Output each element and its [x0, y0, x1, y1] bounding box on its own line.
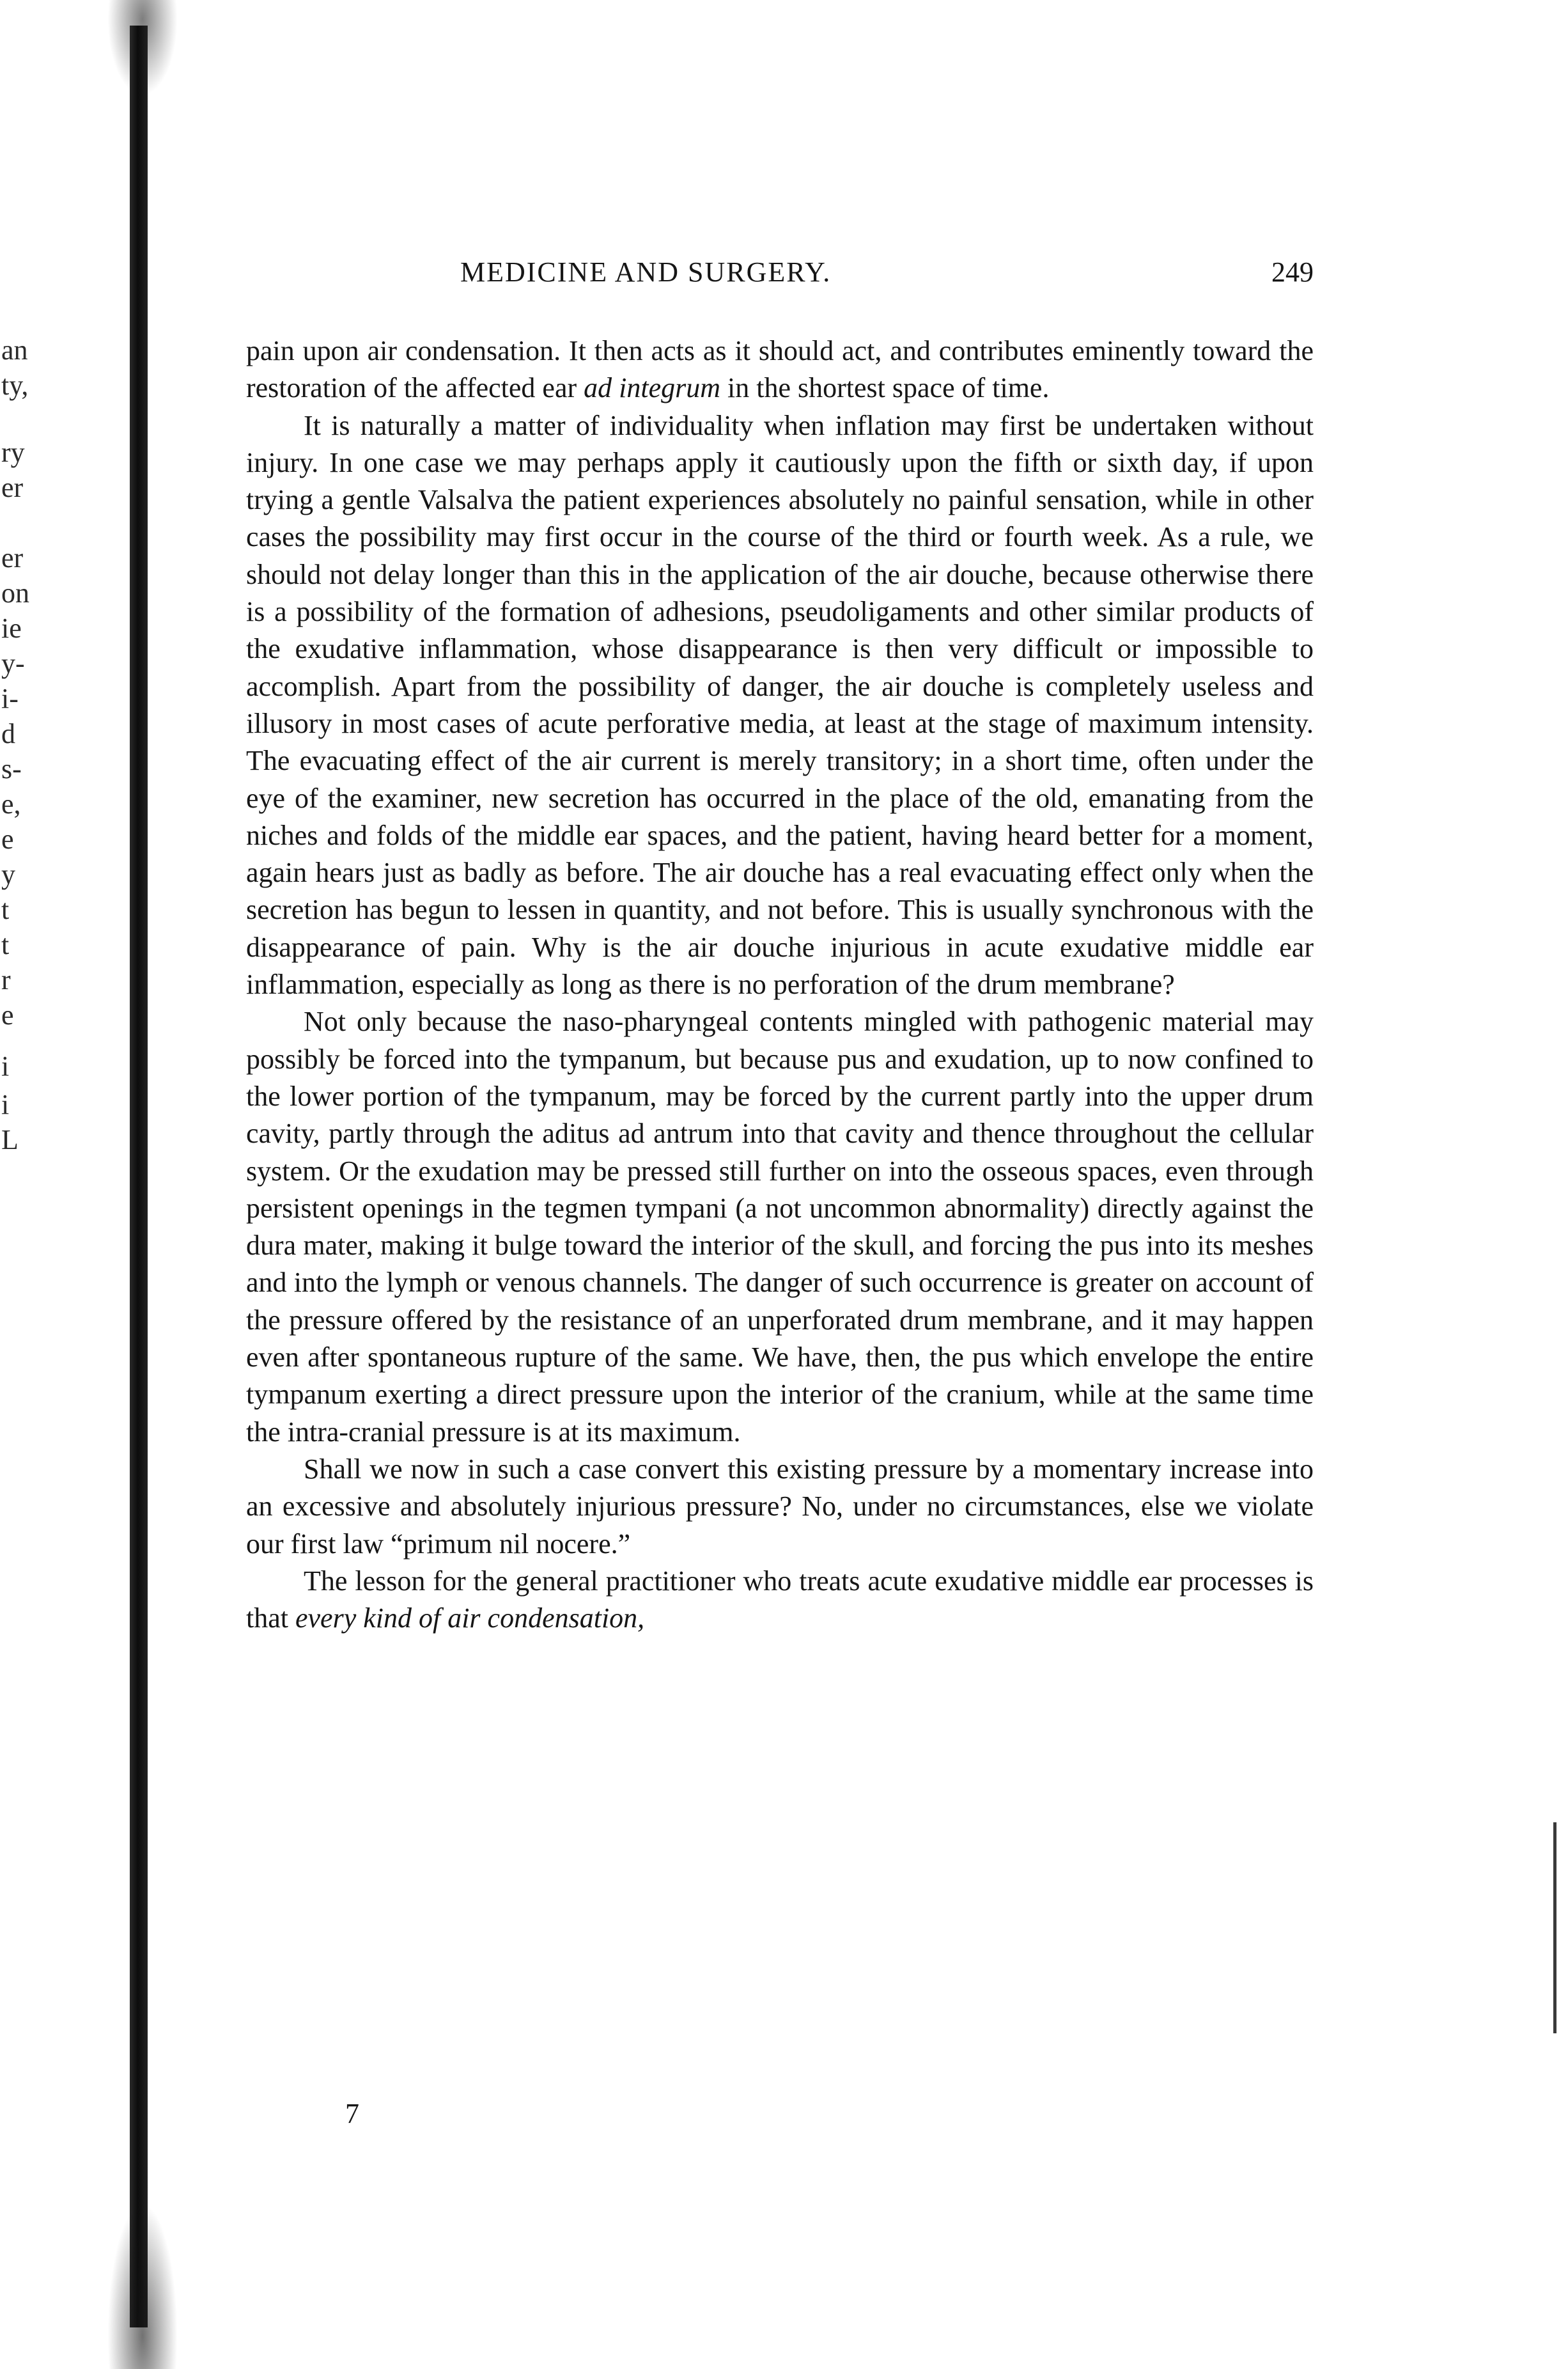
margin-fragment: an: [1, 334, 28, 366]
paragraph: [246, 1563, 1314, 1638]
gutter-shadow-bottom: [107, 2203, 178, 2369]
page-header: [246, 256, 1314, 294]
text-run: Not only because the naso-pharyngeal contents mingled with pathogenic material may possibly be forced into the tympanum, but because pus and exudation, up to now confined to the lower portion of the tympanum, may be forced by the current partly into the upper drum cavity, partly through the aditus ad antrum into that cavity and thence throughout the cellular system. Or the exudation may be pressed still further on into the osseous spaces, even through persistent openings in the tegmen tympani (a not uncommon abnormality) directly against the dura mater, making it bulge toward the interior of the skull, and forcing the pus into its meshes and into the lymph or venous channels. The danger of such occurrence is greater on account of the pressure offered by the resistance of an unperforated drum membrane, and it may happen even after spontaneous rupture of the same. We have, then, the pus which envelope the entire tympanum exerting a direct pressure upon the interior of the cranium, while at the same time the intra-cranial pressure is at its maximum.: [246, 1006, 1314, 1448]
paragraph: [246, 1451, 1314, 1563]
margin-fragment: s-: [1, 753, 22, 785]
margin-fragment: d: [1, 718, 15, 749]
margin-fragment: e,: [1, 788, 21, 820]
margin-fragment: y: [1, 859, 15, 890]
text-run: pain upon air condensation. It then acts as it should act, and contributes eminently toward the restoration of the affected ear: [246, 335, 1314, 404]
margin-fragment: i-: [1, 683, 19, 714]
margin-fragment: er: [1, 542, 24, 574]
running-head: MEDICINE AND SURGERY.: [460, 256, 832, 288]
margin-fragment: i: [1, 1089, 10, 1120]
margin-fragment: t: [1, 894, 10, 925]
margin-fragment: er: [1, 472, 24, 503]
body-text: [246, 332, 1314, 1637]
italic-phrase: every kind of air condensation,: [295, 1602, 645, 1634]
paragraph: [246, 1003, 1314, 1451]
margin-fragment: ie: [1, 613, 22, 644]
text-run: The lesson for the general practitioner who treats acute exudative middle ear processes is that: [246, 1565, 1314, 1634]
paragraph: [246, 407, 1314, 1004]
margin-fragment: e: [1, 999, 14, 1031]
signature-mark: 7: [345, 2098, 359, 2129]
margin-fragment: i: [1, 1051, 10, 1082]
italic-phrase: ad integrum: [584, 372, 721, 404]
margin-fragment: e: [1, 824, 14, 855]
margin-fragment: t: [1, 929, 10, 960]
margin-fragment: L: [1, 1124, 19, 1155]
margin-fragment: y-: [1, 648, 25, 679]
margin-fragment: ty,: [1, 370, 29, 401]
paragraph: [246, 332, 1314, 407]
margin-fragment: on: [1, 577, 29, 609]
page-edge-mark: [1553, 1822, 1556, 2033]
page-number: 249: [1271, 256, 1314, 288]
margin-fragment: r: [1, 964, 11, 996]
margin-fragment: ry: [1, 437, 25, 468]
binding-gutter: [130, 26, 148, 2327]
text-run: It is naturally a matter of individuality when inflation may first be undertaken without injury. In one case we may perhaps apply it cautiously upon the fifth or sixth day, if upon trying a gentle Valsalva the patient experiences absolutely no painful sensation, while in other cases the possibility may first occur in the course of the third or fourth week. As a rule, we should not delay longer than this in the application of the air douche, because otherwise there is a possibility of the formation of adhesions, pseudoligaments and other similar products of the exudative inflammation, whose disappearance is then very difficult or impossible to accomplish. Apart from the possibility of danger, the air douche is completely useless and illusory in most cases of acute perforative media, at least at the stage of maximum intensity. The evacuating effect of the air current is merely transitory; in a short time, often under the eye of the examiner, new secretion has occurred in the place of the old, emanating from the niches and folds of the middle ear spaces, and the patient, having heard better for a moment, again hears just as badly as before. The air douche has a real evacuating effect only when the secretion has begun to lessen in quantity, and not before. This is usually synchronous with the disappearance of pain. Why is the air douche injurious in acute exudative middle ear inflammation, especially as long as there is no perforation of the drum membrane?: [246, 409, 1314, 1001]
text-run: Shall we now in such a case convert this existing pressure by a momentary increase into an excessive and absolutely injurious pressure? No, under no circumstances, else we violate our first law “primum nil nocere.”: [246, 1453, 1314, 1560]
text-run: in the shortest space of time.: [720, 372, 1050, 404]
